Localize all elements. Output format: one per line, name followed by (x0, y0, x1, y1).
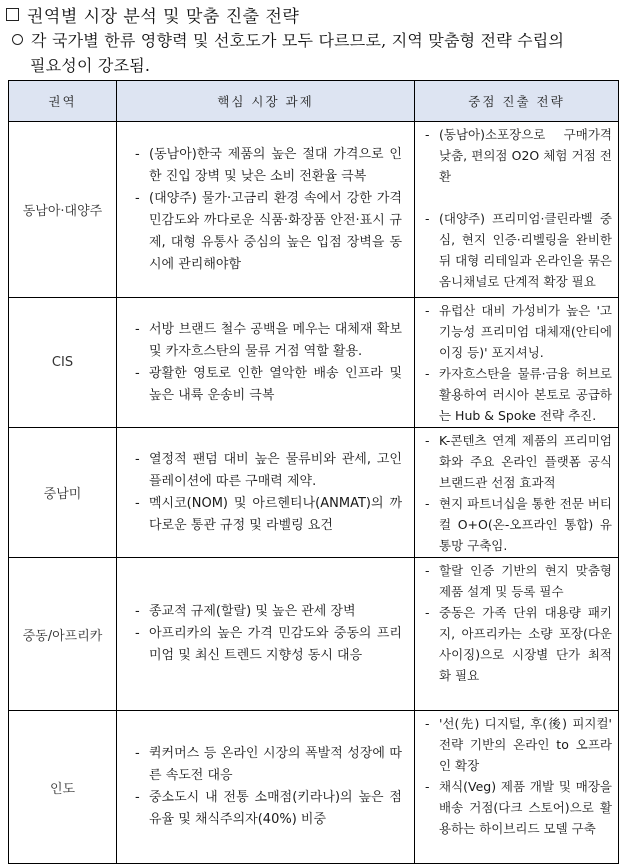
challenge-cell (117, 298, 415, 428)
region-cell: CIS (9, 298, 117, 428)
strategy-cell (415, 298, 619, 428)
challenge-item: - 중소도시 내 전통 소매점(키라나)의 높은 점유율 및 채식주의자(40%) 비중 (135, 790, 402, 827)
strategy-item: - K-콘텐츠 연계 제품의 프리미엄화와 주요 온라인 플랫폼 공식 브랜드관 선점 효과적 (425, 433, 612, 490)
section-title: 권역별 시장 분석 및 맞춤 진출 전략 (27, 6, 300, 27)
strategy-item: - 현지 파트너십을 통한 전문 버티컬 O+O(온-오프라인 통합) 유통망 구축임. (425, 496, 612, 553)
challenge-item: - 열정적 팬덤 대비 높은 물류비와 관세, 고인플레이션에 따른 구매력 제약. (135, 451, 402, 489)
circle-bullet-icon (12, 34, 23, 45)
summary-line-2: 필요성이 강조됨. (30, 56, 151, 75)
challenge-item: - 퀵커머스 등 온라인 시장의 폭발적 성장에 따른 속도전 대응 (135, 746, 402, 783)
header-region: 권역 (9, 81, 117, 122)
table-row (9, 558, 619, 711)
challenge-cell (117, 428, 415, 558)
summary-line-1: 각 국가별 한류 영향력 및 선호도가 모두 다르므로, 지역 맞춤형 전략 수립의 (31, 31, 565, 50)
challenge-cell (117, 558, 415, 711)
strategy-item: - 카자흐스탄을 물류·금융 허브로 활용하여 러시아 본토로 공급하는 Hub & Spoke 전략 추진. (425, 366, 612, 423)
challenge-cell (117, 122, 415, 298)
table-row (9, 298, 619, 428)
strategy-item: - 할랄 인증 기반의 현지 맞춤형 제품 설계 및 등록 필수 (425, 563, 612, 599)
challenge-item: - 아프리카의 높은 가격 민감도와 중동의 프리미엄 및 최신 트렌드 지향성 동시 대응 (135, 626, 402, 663)
strategy-cell (415, 711, 619, 864)
strategy-cell (415, 122, 619, 298)
summary-bullet (12, 28, 620, 78)
strategy-item: - 중동은 가족 단위 대용량 패키지, 아프리카는 소량 포장(다운사이징)으로 시장별 단가 최적화 필요 (425, 605, 612, 683)
table-row (9, 122, 619, 298)
strategy-item: - '선(先) 디지털, 후(後) 피지컬' 전략 기반의 온라인 to 오프라인 확장 (425, 716, 612, 773)
challenge-item: - 종교적 규제(할랄) 및 높은 관세 장벽 (135, 604, 356, 619)
challenge-item: - 광활한 영토로 인한 열악한 배송 인프라 및 높은 내륙 운송비 극복 (135, 365, 402, 403)
section-heading (6, 2, 299, 26)
region-cell: 동남아·대양주 (9, 122, 117, 298)
checkbox-square-icon (6, 8, 19, 21)
strategy-item: - 채식(Veg) 제품 개발 및 매장을 배송 거점(다크 스토어)으로 활용하는 하이브리드 모델 구축 (425, 779, 612, 836)
strategy-cell (415, 428, 619, 558)
region-cell: 중동/아프리카 (9, 558, 117, 711)
regional-strategy-table (8, 80, 619, 864)
header-strategies: 중점 진출 전략 (415, 81, 619, 122)
challenge-item: - 서방 브랜드 철수 공백을 메우는 대체재 확보 및 카자흐스탄의 물류 거점 역할 활용. (135, 321, 402, 359)
table-header-row (9, 81, 619, 122)
challenge-cell (117, 711, 415, 864)
region-cell: 인도 (9, 711, 117, 864)
table-row (9, 711, 619, 864)
header-challenges: 핵심 시장 과제 (117, 81, 415, 122)
strategy-item: - (동남아)소포장으로 구매가격 낮춤, 편의점 O2O 체험 거점 전환 (425, 127, 612, 184)
challenge-item: - (대양주) 물가·고금리 환경 속에서 강한 가격 민감도와 까다로운 식품·화장품 안전·표시 규제, 대형 유통사 중심의 높은 입점 장벽을 동시에 관리해야함 (135, 190, 402, 272)
strategy-item: - (대양주) 프리미엄·클린라벨 중심, 현지 인증·리벨링을 완비한 뒤 대형 리테일과 온라인을 묶은 옴니채널로 단계적 확장 필요 (425, 211, 612, 289)
region-cell: 중남미 (9, 428, 117, 558)
table-row (9, 428, 619, 558)
strategy-item: - 유럽산 대비 가성비가 높은 '고기능성 프리미엄 대체재(안티에이징 등)' 포지셔닝. (425, 303, 612, 360)
challenge-item: - (동남아)한국 제품의 높은 절대 가격으로 인한 진입 장벽 및 낮은 소비 전환율 극복 (135, 146, 402, 184)
strategy-cell (415, 558, 619, 711)
challenge-item: - 멕시코(NOM) 및 아르헨티나(ANMAT)의 까다로운 통관 규정 및 라벨링 요건 (135, 495, 402, 533)
